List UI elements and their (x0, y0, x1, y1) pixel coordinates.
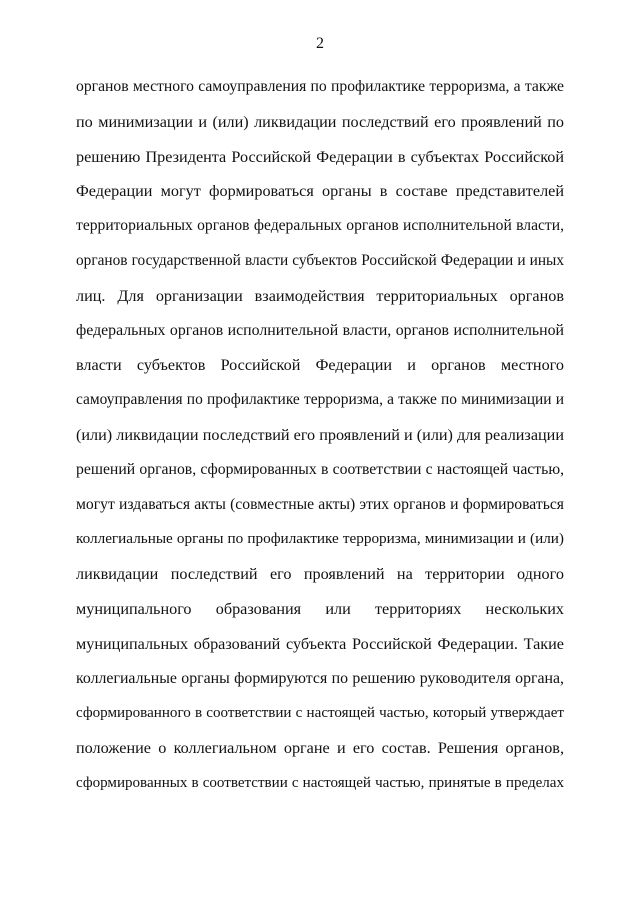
page-number: 2 (316, 35, 324, 52)
text-line: могут издаваться акты (совместные акты) этих органов и формироваться (76, 495, 564, 513)
text-line: решению Президента Российской Федерации в субъектах Российской (76, 147, 564, 166)
text-line: положение о коллегиальном органе и его состав. Решения органов, (76, 739, 564, 758)
document-body (76, 70, 564, 801)
text-line: территориальных органов федеральных органов исполнительной власти, (76, 217, 564, 235)
text-line: коллегиальные органы по профилактике терроризма, минимизации и (или) (76, 530, 564, 548)
text-line: по минимизации и (или) ликвидации последствий его проявлений по (76, 112, 564, 131)
text-line: органов местного самоуправления по профилактике терроризма, а также (76, 78, 564, 95)
text-line: Федерации могут формироваться органы в составе представителей (76, 182, 564, 201)
text-line: органов государственной власти субъектов Российской Федерации и иных (76, 251, 564, 269)
text-line: муниципальных образований субъекта Российской Федерации. Такие (76, 634, 564, 653)
text-line: власти субъектов Российской Федерации и органов местного (76, 356, 564, 375)
text-line: муниципального образования или территориях нескольких (76, 599, 564, 618)
text-line: самоуправления по профилактике терроризма, а также по минимизации и (76, 391, 564, 409)
text-line: федеральных органов исполнительной власти, органов исполнительной (76, 321, 564, 339)
text-line: лиц. Для организации взаимодействия территориальных органов (76, 286, 564, 305)
text-line: ликвидации последствий его проявлений на территории одного (76, 565, 564, 584)
text-line: коллегиальные органы формируются по решению руководителя органа, (76, 669, 564, 687)
text-line: сформированного в соответствии с настоящей частью, который утверждает (76, 705, 564, 722)
text-line: решений органов, сформированных в соответствии с настоящей частью, (76, 460, 564, 478)
text-line: сформированных в соответствии с настоящей частью, принятые в пределах (76, 774, 564, 791)
text-line: (или) ликвидации последствий его проявлений и (или) для реализации (76, 425, 564, 444)
